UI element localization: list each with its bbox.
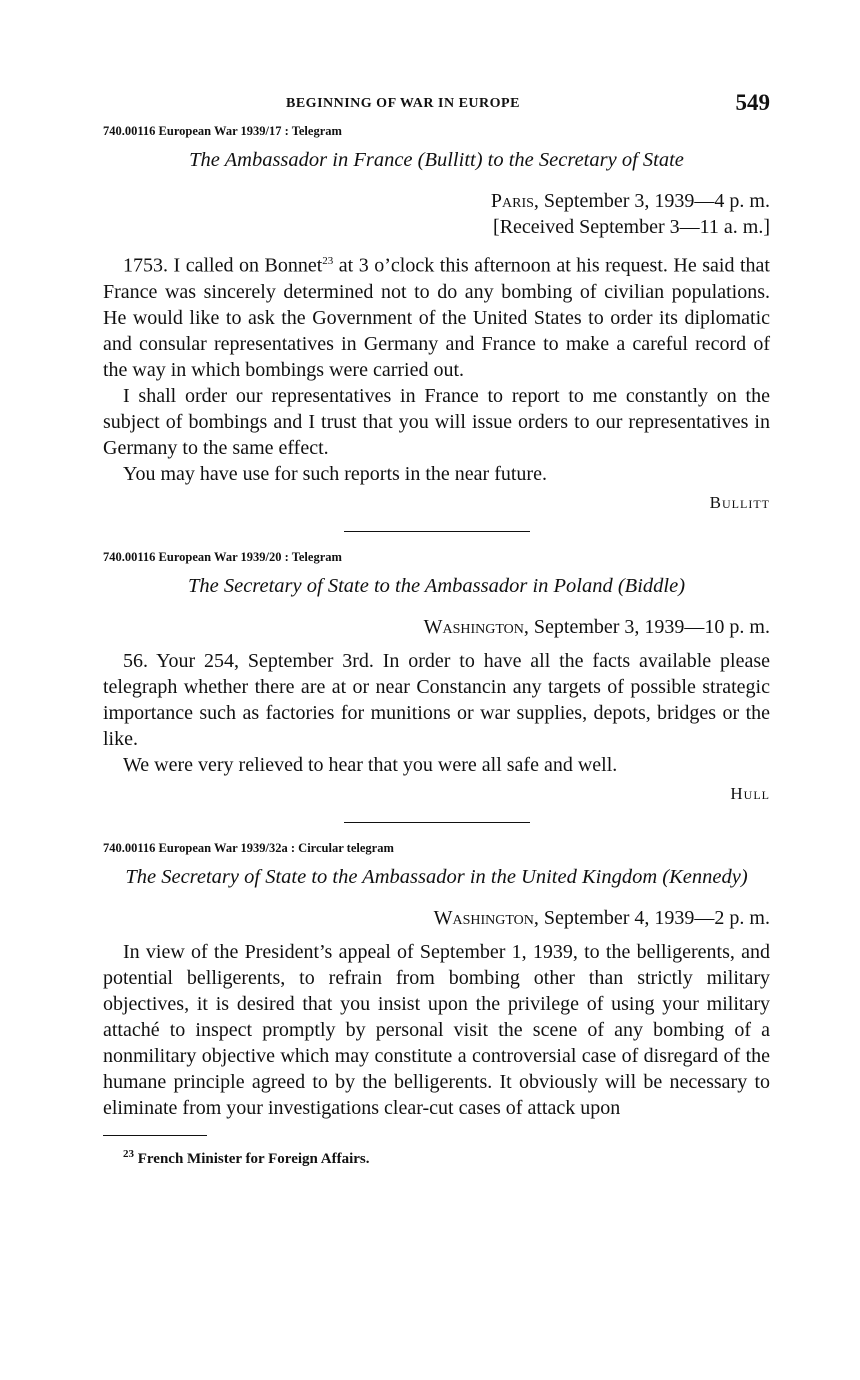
signature: Bullitt <box>709 492 770 512</box>
document-title: The Secretary of State to the Ambassador in Poland (Biddle) <box>187 574 686 597</box>
running-head <box>103 88 770 120</box>
paragraph: In view of the President’s appeal of September 1, 1939, to the belligerents, and potential belligerents, to refrain from bombing other than strictly military objectives, it is desired that you insist upon the privilege of using your military attaché to inspect promptly by personal visit the scene of any bombing of a nonmilitary objective which may constitute a controversial case of disregard of the humane principle agreed to by the belligerents. It obviously will be necessary to eliminate from your investigations clear-cut cases of attack upon <box>103 940 770 1119</box>
file-reference: 740.00116 European War 1939/20 : Telegram <box>103 549 342 564</box>
page-number: 549 <box>735 90 770 115</box>
dateline-place: Washington <box>433 906 534 929</box>
file-reference: 740.00116 European War 1939/32a : Circular telegram <box>103 840 394 855</box>
section-divider <box>344 822 530 823</box>
footnote <box>103 1148 770 1168</box>
signature: Hull <box>730 783 770 803</box>
paragraph: I shall order our representatives in France to report to me constantly on the subject of bombings and I trust that you will issue orders to our representatives in Germany to the same effect. <box>103 384 770 459</box>
dateline <box>103 188 770 214</box>
document-entry <box>103 124 770 513</box>
paragraph: You may have use for such reports in the near future. <box>123 462 547 485</box>
dateline-date: , September 3, 1939—10 p. m. <box>523 615 770 638</box>
paragraph: We were very relieved to hear that you were all safe and well. <box>123 753 618 776</box>
file-reference: 740.00116 European War 1939/17 : Telegram <box>103 124 342 138</box>
received-line: [Received September 3—11 a. m.] <box>493 216 770 238</box>
footnote-divider <box>103 1135 207 1136</box>
paragraph: 56. Your 254, September 3rd. In order to have all the facts available please telegraph whether there are at or near Constancin any targets of possible strategic importance such as factories for munitions or war supplies, depots, bridges or the like. <box>103 649 770 750</box>
section-divider <box>344 531 530 532</box>
footnote-text: French Minister for Foreign Affairs. <box>137 1150 370 1167</box>
paragraph-continuation: at 3 o’clock this afternoon at his request. He said that France was sincerely determined not to do any bombing of civilian populations. He would like to ask the Government of the United States to order its diplomatic and consular representatives in Germany and France to make a careful record of the way in which bombings were carried out. <box>103 254 770 381</box>
document-entry <box>103 550 770 804</box>
paragraph-lead: 1753. I called on Bonnet <box>123 254 323 277</box>
dateline <box>103 905 770 931</box>
dateline-date: , September 3, 1939—4 p. m. <box>533 190 770 212</box>
dateline-date: , September 4, 1939—2 p. m. <box>533 906 770 929</box>
document-page <box>103 88 770 1168</box>
document-title: The Secretary of State to the Ambassador in the United Kingdom (Kennedy) <box>125 865 748 888</box>
footnote-marker: 23 <box>322 255 334 267</box>
running-title: BEGINNING OF WAR IN EUROPE <box>286 96 520 111</box>
dateline <box>103 614 770 640</box>
dateline-place: Washington <box>423 615 524 638</box>
paragraph <box>103 248 770 383</box>
document-title: The Ambassador in France (Bullitt) to the Secretary of State <box>189 149 684 171</box>
dateline-place: Paris <box>490 190 534 212</box>
footnote-marker: 23 <box>123 1147 134 1160</box>
document-entry <box>103 841 770 1121</box>
